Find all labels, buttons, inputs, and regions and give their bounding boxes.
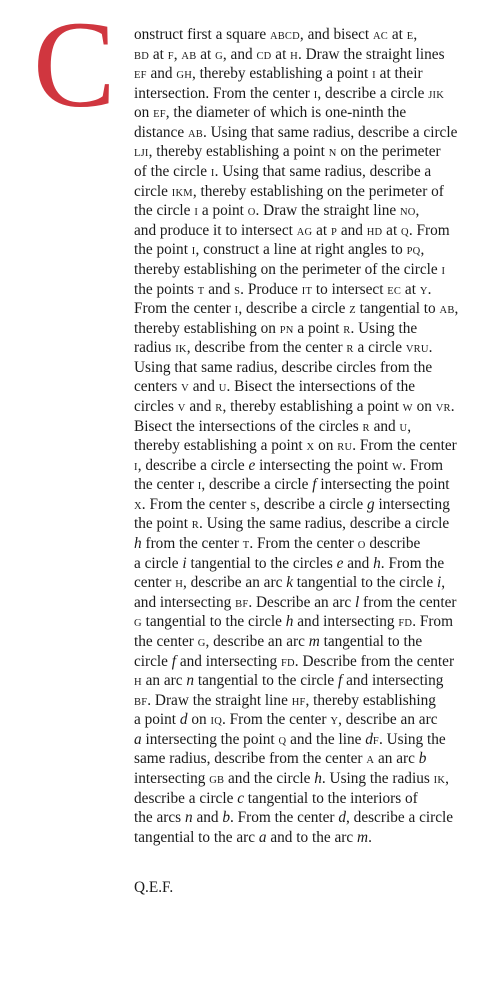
text-segment: . — [368, 828, 372, 846]
point-label: AG — [296, 226, 313, 238]
text-segment: circle — [134, 182, 172, 200]
text-line — [134, 749, 494, 769]
point-label: Q — [278, 735, 287, 747]
text-segment: . Describe from the center — [294, 652, 455, 670]
text-segment: and the circle — [224, 769, 315, 787]
point-label: LJI — [134, 148, 149, 160]
text-segment: a circle — [134, 554, 183, 572]
text-segment: . From — [408, 221, 450, 239]
text-segment: on — [187, 711, 211, 729]
text-segment: . From the — [380, 554, 445, 572]
text-line — [134, 319, 494, 339]
figure-label: h — [373, 554, 381, 572]
figure-label: b — [222, 809, 231, 827]
text-segment: a point — [293, 319, 344, 337]
text-segment: . Using the — [378, 730, 446, 748]
text-segment: and intersecting — [176, 652, 281, 670]
point-label: R — [191, 520, 200, 532]
figure-label: n — [186, 672, 195, 690]
point-label: R — [362, 422, 370, 434]
text-line — [134, 338, 494, 358]
point-label: T — [197, 285, 205, 297]
point-label: NO — [399, 207, 416, 219]
point-label: Y — [330, 716, 339, 728]
point-label: EF — [134, 70, 147, 82]
text-line — [134, 691, 494, 711]
text-line — [134, 554, 494, 574]
point-label: IQ — [210, 716, 222, 728]
text-segment: tangential to — [355, 300, 440, 318]
body-text — [134, 25, 494, 847]
text-segment: . From the center — [230, 809, 339, 827]
text-segment: Bisect the intersections of the circles — [134, 417, 363, 435]
text-segment: intersecting — [134, 769, 210, 787]
text-segment: . Draw the straight line — [255, 202, 400, 220]
point-label: I — [191, 246, 196, 258]
figure-label: h — [314, 769, 322, 787]
text-segment: the point — [134, 515, 192, 533]
text-segment: thereby establishing on the perimeter of the circle — [134, 260, 442, 278]
text-segment: , thereby establishing a point — [148, 143, 329, 161]
text-segment: the center — [134, 476, 198, 494]
text-segment: , describe a circle — [201, 476, 313, 494]
text-segment: on — [412, 397, 436, 415]
text-segment: center — [134, 574, 176, 592]
text-line — [134, 652, 494, 672]
text-segment: an arc — [141, 672, 187, 690]
text-segment: and — [343, 554, 374, 572]
text-segment: and — [369, 417, 400, 435]
text-segment: . Produce — [240, 280, 302, 298]
text-segment: . From — [412, 613, 453, 631]
text-segment: tangential to the interiors of — [243, 789, 418, 807]
text-line — [134, 730, 494, 750]
point-label: HF — [291, 696, 306, 708]
text-line — [134, 436, 494, 456]
text-line — [134, 417, 494, 437]
point-label: I — [194, 207, 199, 219]
text-line — [134, 358, 494, 378]
text-segment: at — [271, 45, 291, 63]
point-label: AC — [373, 31, 388, 42]
text-segment: , thereby establishing a point — [191, 65, 373, 83]
text-segment: , — [420, 241, 425, 259]
text-segment: tangential to the circles — [186, 554, 337, 572]
text-segment: and — [204, 280, 235, 298]
text-segment: at — [382, 221, 402, 239]
text-segment: radius — [134, 339, 176, 357]
figure-label: a — [134, 730, 142, 748]
text-segment: intersecting the point — [316, 476, 450, 494]
text-segment: the circle — [134, 202, 195, 220]
text-segment: tangential to the arc — [134, 828, 259, 846]
text-segment: , describe a circle — [346, 809, 454, 827]
text-segment: of the circle — [134, 163, 211, 181]
text-segment: at — [149, 45, 168, 63]
point-label: X — [306, 442, 315, 454]
text-segment: , describe an arc — [205, 632, 309, 650]
text-line — [134, 221, 494, 241]
text-segment: , describe a circle — [317, 84, 429, 102]
text-segment: and — [192, 809, 223, 827]
point-label: H — [175, 579, 183, 591]
point-label: I — [197, 481, 202, 493]
text-segment: . Draw the straight lines — [297, 45, 445, 63]
figure-label: c — [237, 789, 244, 807]
text-segment: an arc — [374, 750, 419, 768]
point-label: Y — [419, 285, 428, 297]
point-label: G — [134, 618, 142, 630]
text-line — [134, 789, 494, 809]
point-label: IK — [433, 774, 446, 786]
figure-label: d — [365, 730, 373, 748]
point-label: X — [134, 500, 142, 512]
text-segment: . From — [402, 456, 444, 474]
point-label: O — [357, 540, 366, 552]
text-segment: . Using the same radius, describe a circle — [199, 515, 450, 533]
text-segment: , the diameter of which is one-ninth the — [165, 104, 407, 122]
text-line — [134, 534, 494, 554]
text-line — [134, 280, 494, 300]
figure-label: f — [312, 476, 317, 494]
text-segment: and — [185, 397, 216, 415]
text-segment: from the center — [359, 593, 457, 611]
text-line — [134, 475, 494, 495]
text-line — [134, 25, 494, 45]
figure-label: e — [336, 554, 344, 572]
point-label: G — [215, 50, 223, 62]
point-label: JIK — [428, 89, 444, 101]
point-label: HD — [366, 226, 383, 238]
text-line — [134, 201, 494, 221]
point-label: Q — [401, 226, 409, 238]
text-segment: , — [407, 417, 412, 435]
point-label: IT — [301, 285, 313, 297]
text-segment: a point — [134, 711, 180, 729]
point-label: G — [197, 637, 206, 649]
figure-label: k — [286, 574, 293, 592]
figure-label: h — [285, 613, 294, 631]
point-label: F — [372, 735, 379, 747]
text-segment: . From the center — [141, 495, 251, 513]
text-segment: and intersecting — [293, 613, 399, 631]
closing-text: Q.E.F. — [134, 879, 174, 896]
text-line — [134, 828, 494, 848]
text-segment: . — [428, 339, 433, 357]
text-segment: , and — [222, 45, 257, 63]
text-segment: a circle — [353, 339, 406, 357]
point-label: H — [134, 677, 142, 689]
figure-label: a — [258, 828, 267, 846]
point-label: BD — [134, 50, 149, 62]
point-label: GB — [209, 774, 225, 786]
text-line — [134, 84, 494, 104]
point-label: I — [313, 89, 318, 101]
point-label: IKM — [171, 187, 193, 199]
text-segment: , describe from the center — [186, 339, 347, 357]
figure-label: f — [338, 672, 343, 690]
text-line — [134, 162, 494, 182]
text-segment: , thereby establishing on the perimeter of — [192, 182, 444, 200]
text-segment: . Using that same radius, describe a — [214, 163, 432, 181]
text-segment: , describe a circle — [238, 300, 350, 318]
point-label: I — [210, 168, 215, 180]
text-segment: and — [337, 221, 367, 239]
text-line — [134, 64, 494, 84]
text-segment: centers — [134, 378, 182, 396]
text-segment: describe a circle — [134, 789, 238, 807]
text-segment: . Using the radius — [321, 769, 434, 787]
text-line — [134, 593, 494, 613]
text-segment: , — [413, 26, 418, 43]
text-line — [134, 808, 494, 828]
text-segment: . Describe an arc — [248, 593, 355, 611]
point-label: W — [402, 402, 413, 414]
figure-label: d — [179, 711, 188, 729]
text-line — [134, 123, 494, 143]
text-segment: From the center — [134, 300, 235, 318]
text-segment: thereby establishing on — [134, 319, 280, 337]
point-label: A — [366, 755, 375, 767]
figure-label: m — [357, 828, 369, 846]
text-line — [134, 299, 494, 319]
text-line — [134, 45, 494, 65]
text-segment: . From the center — [352, 437, 457, 455]
point-label: AB — [181, 50, 197, 62]
text-segment: intersection. From the center — [134, 84, 314, 102]
point-label: AB — [187, 128, 203, 140]
point-label: PQ — [406, 246, 421, 258]
text-segment: . From the center — [221, 711, 331, 729]
point-label: P — [330, 226, 338, 238]
text-segment: intersecting the point — [255, 456, 393, 474]
text-segment: intersecting the point — [141, 730, 279, 748]
text-line — [134, 769, 494, 789]
point-label: S — [234, 285, 241, 297]
text-segment: distance — [134, 123, 188, 141]
figure-label: f — [171, 652, 177, 670]
text-segment: at — [312, 221, 331, 239]
text-segment: at — [401, 280, 420, 298]
point-label: EF — [153, 109, 166, 121]
text-segment: on the perimeter — [336, 143, 441, 161]
point-label: R — [346, 344, 354, 356]
point-label: S — [250, 500, 257, 512]
text-line — [134, 377, 494, 397]
figure-label: d — [338, 809, 347, 827]
text-segment: , describe an arc — [338, 711, 438, 729]
text-line — [134, 103, 494, 123]
point-label: I — [372, 70, 376, 82]
text-segment: the arcs — [134, 809, 185, 827]
text-line — [134, 495, 494, 515]
text-segment: and produce it to intersect — [134, 221, 297, 239]
text-segment: . Using the — [350, 319, 418, 337]
text-segment: and the line — [286, 730, 366, 748]
text-line — [134, 182, 494, 202]
point-label: I — [441, 265, 446, 277]
point-label: GH — [176, 70, 192, 82]
text-segment: , construct a line at right angles to — [195, 241, 407, 259]
point-label: I — [134, 461, 138, 473]
text-segment: the center — [134, 632, 198, 650]
point-label: E — [406, 31, 414, 42]
text-segment: , — [445, 769, 449, 787]
text-line — [134, 142, 494, 162]
point-label: AB — [439, 305, 455, 317]
text-line — [134, 632, 494, 652]
figure-label: h — [134, 535, 142, 553]
point-label: O — [247, 207, 256, 219]
text-line — [134, 397, 494, 417]
point-label: N — [328, 148, 337, 160]
text-segment: and intersecting — [134, 593, 236, 611]
text-segment: the points — [134, 280, 198, 298]
point-label: U — [399, 422, 408, 434]
point-label: CD — [256, 50, 272, 62]
text-segment: , describe a circle — [256, 495, 368, 513]
point-label: V — [177, 402, 186, 414]
text-line — [134, 514, 494, 534]
text-segment: . Draw the straight line — [147, 691, 292, 709]
text-segment: , — [441, 574, 446, 592]
figure-label: i — [436, 574, 442, 592]
text-segment: circles — [134, 397, 178, 415]
text-segment: circle — [134, 652, 172, 670]
text-segment: . Using that same radius, describe a circle — [202, 123, 458, 141]
point-label: IK — [175, 344, 187, 356]
text-segment: at their — [375, 65, 423, 83]
figure-label: l — [354, 593, 360, 611]
point-label: BF — [134, 696, 148, 708]
text-segment: and — [188, 378, 219, 396]
text-line — [134, 456, 494, 476]
text-segment: tangential to the circle — [292, 574, 437, 592]
point-label: FD — [280, 657, 295, 669]
text-segment: and — [146, 65, 177, 83]
text-segment: tangential to the circle — [141, 613, 286, 631]
figure-label: m — [308, 632, 320, 650]
text-segment: and to the arc — [266, 828, 357, 846]
text-segment: , and bisect — [299, 26, 373, 43]
text-line — [134, 260, 494, 280]
point-label: Z — [349, 305, 356, 317]
text-line — [134, 612, 494, 632]
text-line — [134, 240, 494, 260]
text-segment: . Bisect the intersections of the — [226, 378, 416, 396]
point-label: H — [290, 50, 298, 62]
point-label: F — [167, 50, 174, 62]
text-segment: intersecting — [374, 495, 450, 513]
point-label: EC — [387, 285, 402, 297]
figure-label: b — [418, 750, 427, 768]
point-label: PN — [279, 324, 294, 336]
text-segment: at — [196, 45, 216, 63]
text-segment: at — [388, 26, 407, 43]
text-segment: , describe an arc — [182, 574, 287, 592]
text-segment: tangential to the — [319, 632, 423, 650]
figure-label: g — [367, 495, 375, 513]
text-segment: describe — [365, 535, 421, 553]
point-label: BF — [235, 598, 249, 610]
figure-label: i — [182, 554, 187, 572]
text-segment: Using that same radius, describe circles from the — [134, 358, 433, 376]
text-line — [134, 573, 494, 593]
point-label: I — [234, 305, 239, 317]
point-label: T — [242, 540, 250, 552]
text-segment: on — [314, 437, 338, 455]
figure-label: e — [248, 456, 256, 474]
text-segment: thereby establishing a point — [134, 437, 307, 455]
text-segment: the point — [134, 241, 192, 259]
text-segment: . From the center — [249, 535, 358, 553]
point-label: R — [343, 324, 351, 336]
point-label: FD — [398, 618, 413, 630]
point-label: VR — [435, 402, 451, 414]
text-segment: and intersecting — [342, 672, 444, 690]
drop-cap: C — [33, 0, 116, 133]
text-segment: from the center — [141, 535, 243, 553]
text-segment: same radius, describe from the center — [134, 750, 367, 768]
text-segment: . — [450, 397, 455, 415]
text-segment: tangential to the circle — [194, 672, 339, 690]
text-line — [134, 710, 494, 730]
point-label: U — [218, 383, 227, 395]
text-segment: . — [427, 280, 432, 298]
text-segment: , — [415, 202, 420, 220]
point-label: ABCD — [269, 31, 300, 42]
text-segment: onstruct first a square — [134, 26, 270, 43]
point-label: V — [181, 383, 189, 395]
point-label: R — [215, 402, 223, 414]
text-segment: a point — [198, 202, 248, 220]
text-segment: , thereby establishing — [305, 691, 436, 709]
text-segment: , — [173, 45, 182, 63]
text-segment: on — [134, 104, 154, 122]
text-segment: , thereby establishing a point — [222, 397, 403, 415]
point-label: VRU — [405, 344, 429, 356]
figure-label: n — [184, 809, 193, 827]
point-label: RU — [337, 442, 353, 454]
text-segment: to intersect — [312, 280, 388, 298]
text-line — [134, 671, 494, 691]
point-label: W — [392, 461, 403, 473]
text-segment: , describe a circle — [137, 456, 249, 474]
text-segment: , — [454, 300, 459, 318]
